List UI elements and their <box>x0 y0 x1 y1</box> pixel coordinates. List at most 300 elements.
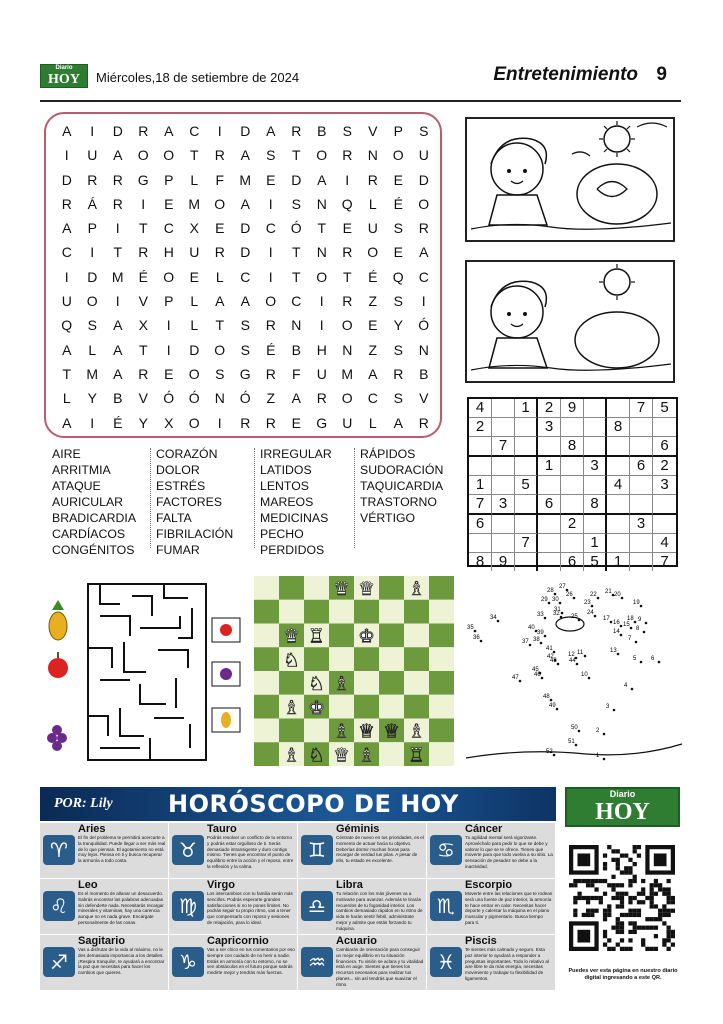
word-search-letter: T <box>113 244 123 261</box>
word-search-letter: C <box>240 268 251 285</box>
word-search-letter: M <box>188 195 201 212</box>
chess-square[interactable] <box>304 647 329 671</box>
chess-square[interactable] <box>254 576 279 600</box>
word-search-letter: A <box>62 123 72 139</box>
dot-marker <box>541 677 544 680</box>
chess-square[interactable] <box>379 695 404 719</box>
qr-module <box>611 883 615 887</box>
chess-square[interactable] <box>429 576 454 600</box>
sudoku-cell[interactable] <box>469 457 492 476</box>
chess-square[interactable] <box>429 742 454 766</box>
chess-piece-icon[interactable]: ♗ <box>332 673 351 695</box>
qr-module <box>650 900 654 904</box>
chess-square[interactable] <box>379 624 404 648</box>
sudoku-cell[interactable]: 5 <box>653 399 676 418</box>
word-search-letter: N <box>316 195 327 212</box>
qr-module <box>671 943 675 947</box>
word-search-letter: F <box>291 365 301 382</box>
sudoku-cell[interactable] <box>538 515 561 534</box>
sudoku-cell[interactable] <box>630 534 653 553</box>
word-search-letter: A <box>113 317 123 334</box>
sudoku-cell[interactable] <box>538 476 561 495</box>
logo-top-text: Diario <box>609 789 636 799</box>
chess-piece-icon[interactable]: ♖ <box>407 744 426 766</box>
sudoku-cell[interactable]: 2 <box>469 418 492 437</box>
chess-square[interactable] <box>254 695 279 719</box>
pineapple-icon <box>49 600 67 640</box>
sudoku-cell[interactable] <box>515 437 538 457</box>
sudoku-cell[interactable] <box>492 534 515 553</box>
sudoku-cell[interactable] <box>561 457 584 476</box>
word-search-letter: A <box>266 123 276 139</box>
sudoku-cell[interactable] <box>607 457 630 476</box>
qr-module <box>616 883 620 887</box>
chess-piece-icon[interactable]: ♗ <box>407 720 426 743</box>
horoscope-sign-cáncer <box>427 823 556 879</box>
qr-module <box>586 883 590 887</box>
sudoku-cell[interactable] <box>607 515 630 534</box>
sudoku-cell[interactable] <box>607 495 630 515</box>
qr-module <box>667 913 671 917</box>
sudoku-cell[interactable] <box>561 495 584 515</box>
qr-module <box>671 900 675 904</box>
qr-module <box>667 947 671 951</box>
logo-main-text: HOY <box>595 799 650 825</box>
qr-module <box>573 879 577 883</box>
dot-marker <box>617 653 620 656</box>
chess-square[interactable] <box>404 695 429 719</box>
qr-module <box>577 879 581 883</box>
qr-module <box>616 917 620 921</box>
chess-square[interactable] <box>429 624 454 648</box>
chess-square[interactable] <box>304 576 329 600</box>
qr-module <box>654 934 658 938</box>
word-list-item: LENTOS <box>260 479 309 493</box>
chess-square[interactable] <box>379 647 404 671</box>
word-list-item: CARDÍACOS <box>52 527 126 541</box>
chess-square[interactable] <box>379 576 404 600</box>
qr-module <box>650 883 654 887</box>
sudoku-cell[interactable]: 8 <box>607 418 630 437</box>
sudoku-cell[interactable]: 9 <box>561 399 584 418</box>
qr-module <box>645 926 649 930</box>
chess-square[interactable] <box>279 671 304 695</box>
word-search-letter: S <box>291 195 301 212</box>
sudoku-cell[interactable]: 6 <box>561 553 584 571</box>
dot-marker <box>553 651 556 654</box>
sudoku-cell[interactable] <box>538 534 561 553</box>
horoscope-sign-capricornio <box>169 935 298 991</box>
chess-square[interactable] <box>279 719 304 743</box>
qr-module <box>633 930 637 934</box>
sudoku-cell[interactable]: 3 <box>584 457 607 476</box>
qr-module <box>654 904 658 908</box>
word-search-letter: T <box>62 365 72 382</box>
word-search-letter: O <box>418 195 430 212</box>
word-search-letter: Ó <box>188 390 200 407</box>
sudoku-cell[interactable] <box>469 534 492 553</box>
chess-square[interactable] <box>329 600 354 624</box>
word-search-letter: S <box>342 123 352 139</box>
sudoku-cell[interactable]: 1 <box>469 476 492 495</box>
chess-piece-icon[interactable]: ♛ <box>332 744 351 766</box>
sudoku-cell[interactable] <box>538 437 561 457</box>
word-search-letter: R <box>342 244 353 261</box>
chess-square[interactable] <box>279 576 304 600</box>
chess-square[interactable] <box>304 600 329 624</box>
dot-number: 7 <box>628 636 632 642</box>
dot-marker <box>645 622 648 625</box>
chess-square[interactable] <box>304 719 329 743</box>
sudoku-cell[interactable]: 7 <box>660 553 669 570</box>
sudoku-cell[interactable]: 3 <box>492 495 515 515</box>
sudoku-cell[interactable]: 4 <box>653 534 676 553</box>
sudoku-cell[interactable] <box>584 399 607 418</box>
sudoku-cell[interactable] <box>492 476 515 495</box>
sudoku-cell[interactable]: 3 <box>653 476 676 495</box>
qr-module <box>633 879 637 883</box>
sudoku-cell[interactable] <box>515 553 538 571</box>
chess-square[interactable] <box>254 624 279 648</box>
chess-square[interactable] <box>429 600 454 624</box>
qr-module <box>607 913 611 917</box>
sudoku-cell[interactable] <box>584 515 607 534</box>
dot-number: 21 <box>605 589 612 595</box>
chess-square[interactable] <box>254 742 279 766</box>
qr-module <box>599 896 603 900</box>
zodiac-icon: ♑ <box>172 947 204 977</box>
dot-marker <box>658 661 661 664</box>
sudoku-cell[interactable] <box>630 476 653 495</box>
dot-number: 2 <box>596 728 600 734</box>
qr-module <box>603 853 607 857</box>
qr-module <box>658 909 662 913</box>
chess-square[interactable] <box>254 600 279 624</box>
qr-module <box>667 938 671 942</box>
qr-module <box>616 858 620 862</box>
chess-square[interactable] <box>329 647 354 671</box>
qr-module <box>662 921 666 925</box>
chess-square[interactable] <box>404 671 429 695</box>
sudoku-cell[interactable]: 8 <box>584 495 607 515</box>
dot-marker <box>634 621 637 624</box>
sudoku-cell[interactable] <box>515 418 538 437</box>
word-search-letter: E <box>342 220 352 237</box>
dot-marker <box>573 597 576 600</box>
qr-module <box>620 926 624 930</box>
qr-module <box>599 900 603 904</box>
chess-square[interactable] <box>354 647 379 671</box>
sudoku-cell[interactable]: 3 <box>630 515 653 534</box>
dot-marker <box>519 680 522 683</box>
qr-module <box>611 887 615 891</box>
dot-number: 33 <box>537 612 544 618</box>
chess-square[interactable] <box>404 647 429 671</box>
dot-marker <box>631 688 634 691</box>
sudoku-cell[interactable]: 6 <box>653 437 676 457</box>
word-list-item: FIBRILACIÓN <box>156 527 234 541</box>
sudoku-cell[interactable] <box>630 437 653 457</box>
sudoku-cell[interactable] <box>630 553 653 571</box>
chess-piece-icon[interactable]: ♛ <box>357 578 376 600</box>
qr-module <box>620 892 624 896</box>
chess-square[interactable] <box>404 624 429 648</box>
sudoku-cell[interactable]: 9 <box>492 553 515 571</box>
qr-module <box>633 849 637 853</box>
sudoku-cell[interactable]: 7 <box>469 495 492 515</box>
sudoku-cell[interactable]: 1 <box>538 457 561 476</box>
dot-number: 49 <box>549 703 556 709</box>
sudoku-cell[interactable] <box>607 437 630 457</box>
dot-number: 18 <box>627 616 634 622</box>
dot-marker <box>566 589 569 592</box>
dot-number: 30 <box>552 597 559 603</box>
word-search-letter: É <box>113 414 123 431</box>
sudoku-cell[interactable] <box>630 418 653 437</box>
sudoku-cell[interactable] <box>515 495 538 515</box>
dot-number: 36 <box>473 635 480 641</box>
sudoku-cell[interactable]: 8 <box>469 553 492 571</box>
dot-number: 8 <box>636 626 640 632</box>
qr-module <box>594 887 598 891</box>
qr-module <box>641 879 645 883</box>
chess-square[interactable] <box>354 600 379 624</box>
header-divider <box>40 100 681 102</box>
word-search-letter: D <box>112 123 123 139</box>
chess-piece-icon[interactable]: ♚ <box>357 625 376 648</box>
sudoku-cell[interactable] <box>492 399 515 418</box>
qr-module <box>671 896 675 900</box>
sudoku-cell[interactable] <box>653 515 676 534</box>
word-search-letter: I <box>166 341 171 358</box>
word-search-letter: S <box>419 123 429 139</box>
sudoku-cell[interactable] <box>653 495 676 515</box>
sudoku-cell[interactable]: 2 <box>561 515 584 534</box>
horoscope-sign-géminis <box>298 823 427 879</box>
sudoku-cell[interactable] <box>584 476 607 495</box>
sudoku-cell[interactable] <box>515 515 538 534</box>
qr-module <box>650 896 654 900</box>
qr-module <box>620 883 624 887</box>
word-search-letter: H <box>316 341 327 358</box>
chess-square[interactable] <box>354 695 379 719</box>
chess-square[interactable] <box>354 671 379 695</box>
horoscope-banner <box>40 787 556 821</box>
word-search-letter: N <box>342 341 353 358</box>
word-search-letter: O <box>367 244 379 261</box>
chess-square[interactable] <box>379 671 404 695</box>
qr-module <box>611 926 615 930</box>
sudoku-cell[interactable] <box>607 534 630 553</box>
chess-square[interactable] <box>379 600 404 624</box>
sudoku-cell[interactable]: 1 <box>607 553 630 571</box>
sudoku-cell[interactable]: 4 <box>607 476 630 495</box>
qr-module <box>573 883 577 887</box>
connect-the-dots-puzzle <box>464 576 684 766</box>
qr-module <box>590 883 594 887</box>
chess-piece-icon[interactable]: ♛ <box>282 625 301 648</box>
chess-piece-icon[interactable]: ♘ <box>307 673 326 695</box>
dot-marker <box>544 635 547 638</box>
sudoku-cell[interactable]: 1 <box>515 399 538 418</box>
horoscope-sign-acuario <box>298 935 427 991</box>
sudoku-cell[interactable]: 8 <box>561 437 584 457</box>
qr-module <box>616 921 620 925</box>
dot-marker <box>554 593 557 596</box>
word-search-letter: O <box>341 390 353 407</box>
sudoku-cell[interactable]: 6 <box>538 495 561 515</box>
word-search-letter: S <box>87 317 97 334</box>
chess-piece-icon[interactable]: ♕ <box>382 720 401 743</box>
zodiac-icon: ♎ <box>301 891 333 921</box>
qr-module <box>628 930 632 934</box>
sign-forecast: Los intercambios con tu familia serán más sencillos. Podrás esperarte grandes satisfacciones si no te pones límites. No podrás seguir tu propio ritmo, vas a tener que compensarlo con reposo y sesiones de relajación, para lo ideal. <box>207 891 293 925</box>
chess-square[interactable] <box>429 647 454 671</box>
sudoku-cell[interactable] <box>561 476 584 495</box>
sudoku-cell[interactable] <box>630 495 653 515</box>
sign-forecast: Es el momento de allanar un desacuerdo. Sabrás encontrar las palabras adecuadas sin defenderte nada. Necesitarás recargar minerales y vitaminas, hay una carencia aunque no es nada grave. Encárgate personalmente de las cosas. <box>78 891 164 925</box>
chess-square[interactable] <box>379 742 404 766</box>
word-search-letter: T <box>317 220 327 237</box>
chess-piece-icon[interactable]: ♗ <box>282 744 301 766</box>
word-search-letter: T <box>342 268 352 285</box>
dot-number: 20 <box>614 592 621 598</box>
sudoku-cell[interactable] <box>492 457 515 476</box>
sudoku-cell[interactable]: 2 <box>653 457 676 476</box>
word-search-grid <box>54 119 437 435</box>
sudoku-cell[interactable] <box>515 457 538 476</box>
sign-forecast: Vas a disfrutar de la vida al máximo, no le des demasiada importancia a los detalles. ¡Respira tranquilo!, te ayudará a encontrar la paz que necesitas para hacer los cambios que quieres. <box>78 947 165 976</box>
chess-piece-icon[interactable]: ♖ <box>307 625 326 648</box>
word-list-separator <box>354 448 360 548</box>
word-search-letter: S <box>240 317 250 334</box>
word-search-letter: A <box>291 390 301 407</box>
qr-code[interactable] <box>569 845 675 951</box>
qr-module <box>616 866 620 870</box>
chess-piece-icon[interactable]: ♕ <box>357 720 376 743</box>
dot-marker <box>559 602 562 605</box>
word-search-letter: Z <box>266 390 276 407</box>
chess-square[interactable] <box>429 719 454 743</box>
chess-square[interactable] <box>254 671 279 695</box>
ground-line <box>466 744 682 758</box>
dot-number: 16 <box>613 620 620 626</box>
qr-module <box>654 917 658 921</box>
sudoku-cell[interactable] <box>492 515 515 534</box>
qr-module <box>603 917 607 921</box>
word-search-letter: D <box>87 268 98 285</box>
sudoku-cell[interactable]: 7 <box>630 399 653 418</box>
sudoku-cell[interactable]: 7 <box>492 437 515 457</box>
qr-module <box>633 875 637 879</box>
word-search-letter: O <box>214 341 226 358</box>
chess-square[interactable] <box>279 600 304 624</box>
chess-square[interactable] <box>404 600 429 624</box>
word-search-letter: I <box>141 195 146 212</box>
sudoku-cell[interactable] <box>561 534 584 553</box>
qr-module <box>667 926 671 930</box>
word-search-letter: A <box>317 171 327 188</box>
dot-number: 5 <box>633 656 637 662</box>
chess-square[interactable] <box>429 695 454 719</box>
chess-square[interactable] <box>254 647 279 671</box>
qr-module <box>624 870 628 874</box>
chess-piece-icon[interactable]: ♗ <box>357 744 376 766</box>
qr-module <box>611 947 615 951</box>
sudoku-cell[interactable] <box>561 418 584 437</box>
chess-square[interactable] <box>329 624 354 648</box>
chess-piece-icon[interactable]: ♗ <box>282 696 301 719</box>
word-search-letter: P <box>164 171 174 188</box>
zodiac-icon: ♐ <box>43 947 75 977</box>
sudoku-cell[interactable]: 1 <box>584 534 607 553</box>
sudoku-cell[interactable]: 5 <box>584 553 607 571</box>
word-search-letter: S <box>240 341 250 358</box>
qr-module <box>633 921 637 925</box>
sudoku-cell[interactable] <box>607 399 630 418</box>
word-list-column <box>52 446 136 558</box>
chess-piece-icon[interactable]: ♛ <box>332 578 351 600</box>
qr-module <box>662 892 666 896</box>
chess-square[interactable] <box>254 719 279 743</box>
chess-piece-icon[interactable]: ♗ <box>407 578 426 600</box>
word-search-letter: R <box>418 414 429 431</box>
word-search-letter: R <box>265 317 276 334</box>
dot-number: 48 <box>543 694 550 700</box>
sudoku-cell[interactable]: 2 <box>538 399 561 418</box>
sudoku-cell[interactable] <box>538 553 561 571</box>
word-search-letter: M <box>86 365 99 382</box>
chess-square[interactable] <box>329 695 354 719</box>
chess-piece-icon[interactable]: ♘ <box>307 744 326 766</box>
qr-module <box>616 943 620 947</box>
sudoku-cell[interactable]: 6 <box>469 515 492 534</box>
word-search-letter: I <box>64 147 69 164</box>
word-search-letter: B <box>113 390 123 407</box>
qr-module <box>620 913 624 917</box>
sudoku-cell[interactable] <box>653 418 676 437</box>
dot-number: 44 <box>569 658 576 664</box>
sudoku-cell[interactable]: 6 <box>630 457 653 476</box>
chess-piece-icon[interactable]: ♚ <box>307 696 326 719</box>
horoscope-sign-libra <box>298 879 427 935</box>
sudoku-cell[interactable] <box>469 437 492 457</box>
sudoku-cell[interactable] <box>492 418 515 437</box>
chess-piece-icon[interactable]: ♘ <box>282 649 301 672</box>
sudoku-cell[interactable]: 7 <box>515 534 538 553</box>
sudoku-cell[interactable] <box>584 418 607 437</box>
dot-number: 43 <box>550 658 557 664</box>
chess-piece-icon[interactable]: ♗ <box>332 720 351 743</box>
word-search-letter: N <box>316 244 327 261</box>
sudoku-cell[interactable] <box>584 437 607 457</box>
word-list-item: TRASTORNO <box>360 495 437 509</box>
dot-number: 1 <box>596 753 600 759</box>
word-search-letter: H <box>163 244 174 261</box>
dot-number: 15 <box>623 622 630 628</box>
sudoku-cell[interactable]: 3 <box>538 418 561 437</box>
qr-module <box>624 947 628 951</box>
sudoku-cell[interactable]: 4 <box>469 399 492 418</box>
qr-module <box>628 896 632 900</box>
sudoku-grid <box>467 397 678 570</box>
word-search-letter: Q <box>61 317 73 334</box>
chess-square[interactable] <box>429 671 454 695</box>
qr-module <box>637 900 641 904</box>
sign-name: Géminis <box>336 823 380 835</box>
sudoku-cell[interactable]: 5 <box>515 476 538 495</box>
dot-number: 40 <box>528 625 535 631</box>
